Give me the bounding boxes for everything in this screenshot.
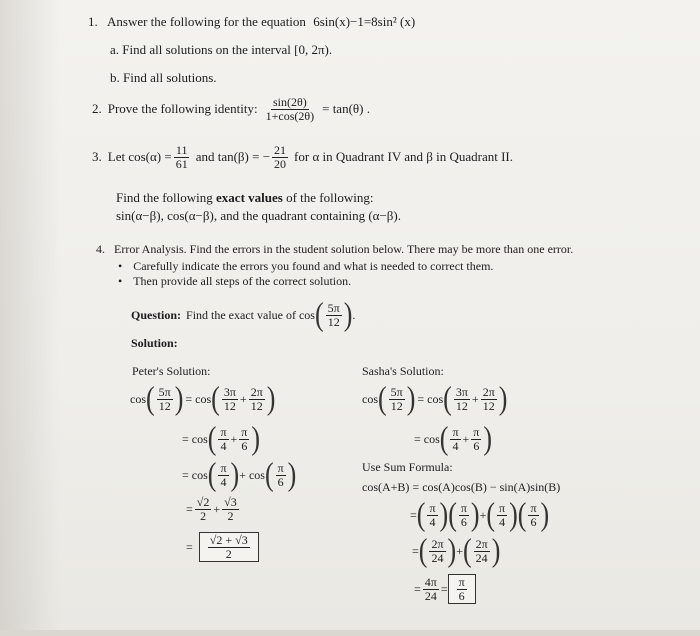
q3-find-line <box>116 190 373 206</box>
q4-number: 4. <box>96 242 105 256</box>
q1-part-b: b. Find all solutions. <box>110 70 217 85</box>
q4-question-denominator: 12 <box>327 314 340 329</box>
q3-find-bold: exact values <box>216 190 283 205</box>
q2-denominator: 1+cos(2θ) <box>265 108 315 123</box>
q3-mid: and tan(β) = − <box>195 149 271 165</box>
peter-line-2: = cos ( $\frac{\pi}{4}$ + $\frac{\pi}{6}$ ) <box>182 420 261 457</box>
peter-line-5: = $\frac{√2 + √3}{2}$ <box>186 532 259 562</box>
q4-bullet-2 <box>118 274 351 289</box>
q4-bullet-1 <box>118 259 493 274</box>
q3-tan-numerator: 21 <box>274 143 287 157</box>
q3-find-post: of the following: <box>282 190 374 205</box>
q1-equation: 6sin(x)−1=8sin² (x) <box>313 14 416 29</box>
page-shadow <box>0 0 60 636</box>
sasha-line-3: = ( $\frac{\pi}{4}$ ) ( $\frac{\pi}{6}$ ) + ( $\frac{\pi}{4}$ ) ( $\frac{\pi}{6}$ ) <box>410 496 550 533</box>
q3-line <box>92 144 513 170</box>
q4-question-label: Question: <box>131 307 182 322</box>
q3-lead: Let cos(α) = <box>107 149 172 165</box>
sasha-sum-label: Use Sum Formula: <box>362 460 453 474</box>
q3-find-pre: Find the following <box>116 190 217 205</box>
q3-cos-fraction <box>174 144 190 170</box>
q1-number: 1. <box>88 14 98 29</box>
peter-line-4: = $\frac{√2}{2}$ + $\frac{√3}{2}$ <box>186 495 237 523</box>
sasha-line-5: = $\frac{4\pi}{24}$ = $\frac{\pi}{6}$ <box>414 574 476 604</box>
q2-fraction <box>264 96 317 122</box>
q4-question-numerator: 5π <box>327 301 340 315</box>
bullet-icon: • <box>118 274 123 288</box>
peter-line-1: cos ( $\frac{5\pi}{12}$ ) = cos ( $\frac{3\pi}{12}$ + $\frac{2\pi}{12}$ ) <box>130 380 276 417</box>
q1-text: Answer the following for the equation <box>107 14 306 29</box>
q4-question-fraction <box>326 302 342 328</box>
q2-text: Prove the following identity: <box>107 101 258 117</box>
sasha-line-1: cos ( $\frac{5\pi}{12}$ ) = cos ( $\frac{3\pi}{12}$ + $\frac{2\pi}{12}$ ) <box>362 380 508 417</box>
q3-cos-denominator: 61 <box>175 156 188 171</box>
q4-question-text: Find the exact value of cos <box>186 307 315 322</box>
page-bottom-edge <box>0 630 700 636</box>
q1-line <box>88 14 415 30</box>
q3-tan-fraction <box>272 144 288 170</box>
sasha-answer-box: $\frac{\pi}{6}$ <box>448 574 476 604</box>
q4-question: Question: Find the exact value of cos ( $\frac{5\pi}{12}$ ) . <box>131 296 356 333</box>
q4-solution-label: Solution: <box>131 336 178 350</box>
q4-bullet-1-text: Carefully indicate the errors you found and what is needed to correct them. <box>133 259 494 273</box>
sasha-line-4: = ( $\frac{2\pi}{24}$ ) + ( $\frac{2\pi}{24}$ ) <box>412 532 501 569</box>
q2-numerator: sin(2θ) <box>272 95 307 109</box>
q2-number: 2. <box>92 101 102 117</box>
q4-bullet-2-text: Then provide all steps of the correct solution. <box>133 274 352 288</box>
q1-part-a: a. Find all solutions on the interval [0, 2π). <box>110 42 333 57</box>
sasha-sum-formula: cos(A+B) = cos(A)cos(B) − sin(A)sin(B) <box>362 480 561 494</box>
sasha-line-2: = cos ( $\frac{\pi}{4}$ + $\frac{\pi}{6}$ ) <box>414 420 493 457</box>
q4-line <box>96 242 573 257</box>
peter-line-3: = cos ( $\frac{\pi}{4}$ ) + cos ( $\frac{\pi}{6}$ ) <box>182 456 297 493</box>
peter-answer-box: $\frac{√2 + √3}{2}$ <box>199 532 259 562</box>
bullet-icon: • <box>118 259 123 273</box>
q2-line <box>92 96 370 122</box>
q3-cos-numerator: 11 <box>175 143 188 157</box>
sasha-title: Sasha's Solution: <box>362 364 444 378</box>
q3-tan-denominator: 20 <box>274 156 287 171</box>
q4-text: Error Analysis. Find the errors in the student solution below. There may be more than one error. <box>114 242 574 256</box>
q3-number: 3. <box>92 149 102 165</box>
q3-find-line2: sin(α−β), cos(α−β), and the quadrant containing (α−β). <box>116 208 402 223</box>
peter-title: Peter's Solution: <box>132 364 211 378</box>
q2-rhs: = tan(θ) . <box>322 101 370 117</box>
q3-tail: for α in Quadrant IV and β in Quadrant II. <box>294 149 514 165</box>
